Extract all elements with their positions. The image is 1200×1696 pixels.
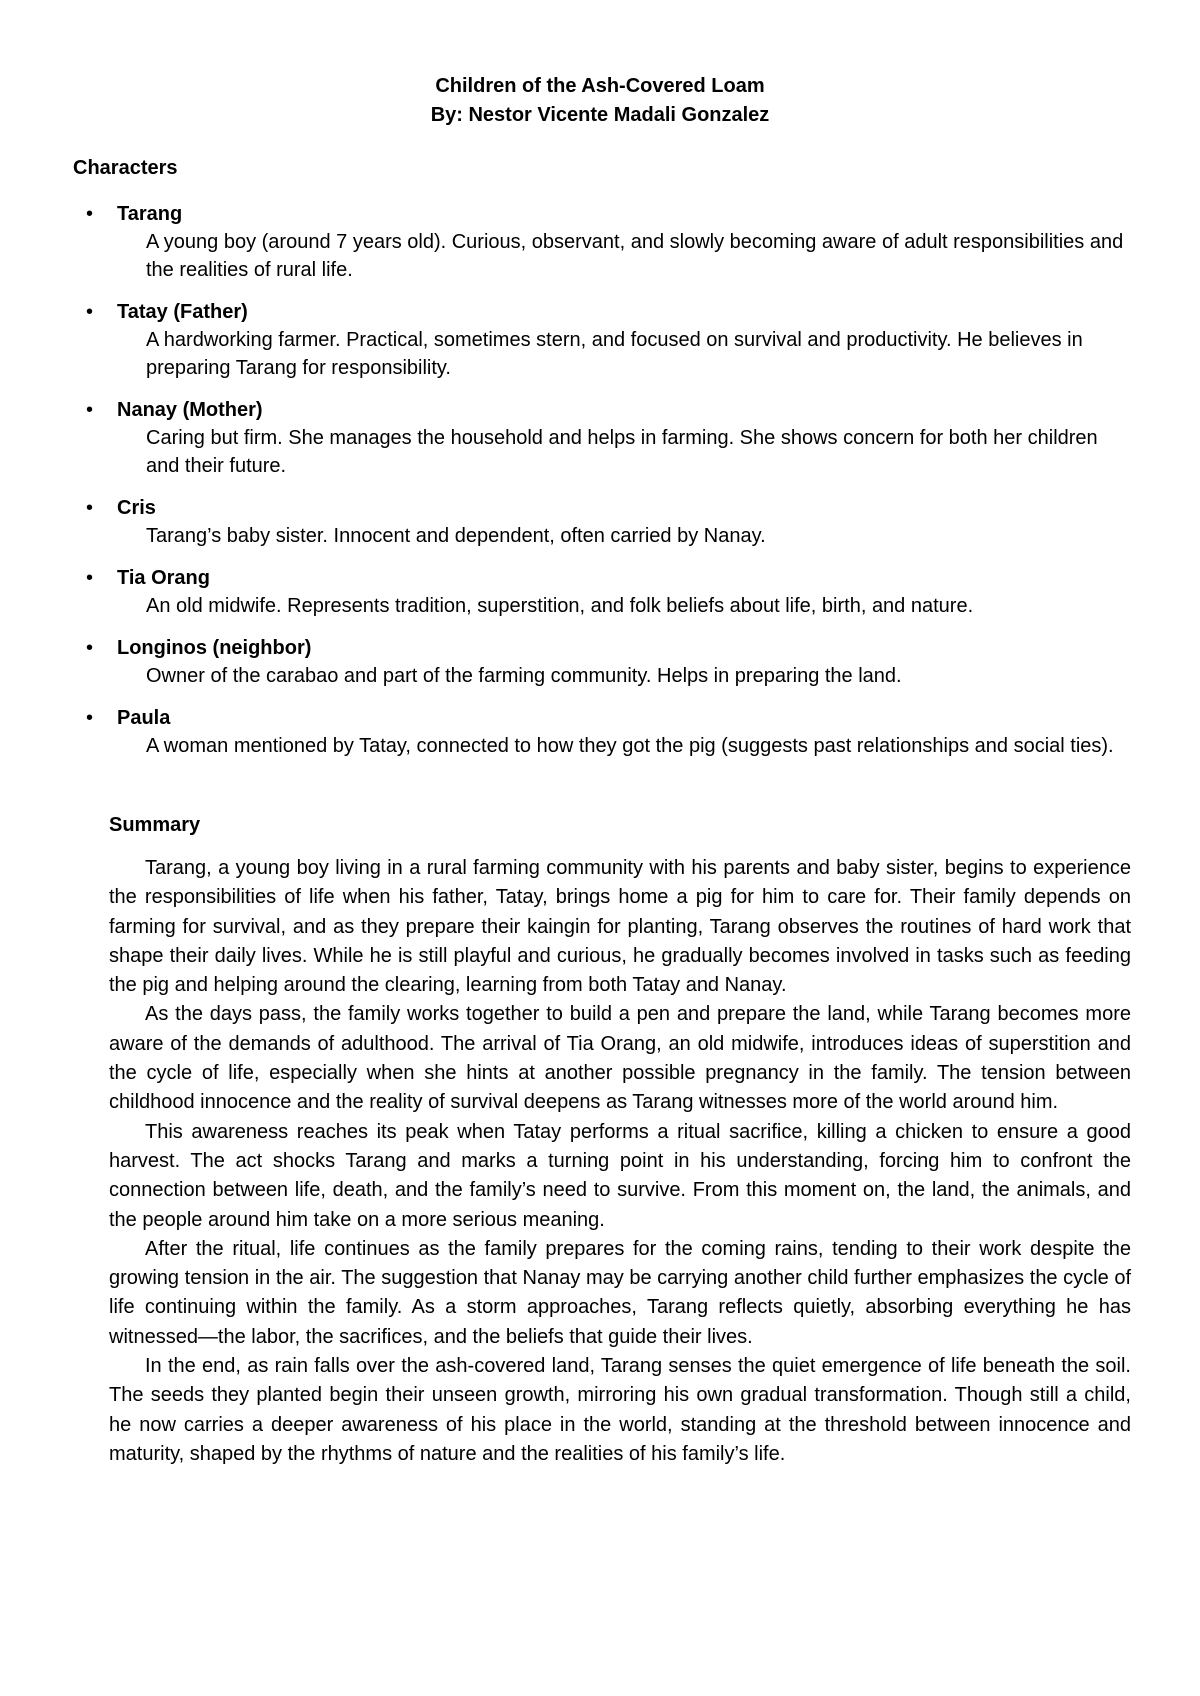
character-description: Owner of the carabao and part of the farming community. Helps in preparing the land.: [146, 665, 902, 687]
character-description: Caring but firm. She manages the household and helps in farming. She shows concern for both her children and their future.: [146, 427, 1098, 477]
bullet-icon: •: [86, 637, 94, 659]
character-item-nanay: [0, 396, 1200, 480]
character-name: Nanay (Mother): [117, 399, 263, 421]
summary-paragraph: As the days pass, the family works together to build a pen and prepare the land, while Tarang becomes more aware of the demands of adulthood. The arrival of Tia Orang, an old midwife, introduces ideas of superstition and the cycle of life, especially when she hints at another possible pregnancy in the family. The tension between childhood innocence and the reality of survival deepens as Tarang witnesses more of the world around him.: [109, 1003, 1131, 1114]
character-item-paula: [0, 704, 1200, 760]
summary-paragraph: This awareness reaches its peak when Tatay performs a ritual sacrifice, killing a chicken to ensure a good harvest. The act shocks Tarang and marks a turning point in his understanding, forcing him to confront the connection between life, death, and the family’s need to survive. From this moment on, the land, the animals, and the people around him take on a more serious meaning.: [109, 1120, 1131, 1231]
character-name: Cris: [117, 497, 156, 519]
character-item-tia-orang: [0, 564, 1200, 620]
document-title: Children of the Ash-Covered Loam: [435, 75, 765, 97]
title-block: [0, 72, 1200, 130]
character-description: An old midwife. Represents tradition, superstition, and folk beliefs about life, birth, and nature.: [146, 595, 974, 617]
bullet-icon: •: [86, 567, 94, 589]
character-name: Longinos (neighbor): [117, 637, 312, 659]
character-name: Paula: [117, 707, 171, 729]
character-name: Tia Orang: [117, 567, 210, 589]
character-item-tarang: [0, 200, 1200, 284]
character-name: Tatay (Father): [117, 301, 248, 323]
character-description: Tarang’s baby sister. Innocent and dependent, often carried by Nanay.: [146, 525, 766, 547]
character-description: A woman mentioned by Tatay, connected to how they got the pig (suggests past relationships and social ties).: [146, 735, 1114, 757]
character-item-cris: [0, 494, 1200, 550]
bullet-icon: •: [86, 497, 94, 519]
characters-list: [0, 200, 1200, 774]
character-item-longinos: [0, 634, 1200, 690]
summary-body: [109, 854, 1131, 1469]
bullet-icon: •: [86, 301, 94, 323]
character-description: A young boy (around 7 years old). Curious, observant, and slowly becoming aware of adult responsibilities and the realities of rural life.: [146, 231, 1124, 281]
summary-paragraph: In the end, as rain falls over the ash-covered land, Tarang senses the quiet emergence of life beneath the soil. The seeds they planted begin their unseen growth, mirroring his own gradual transformation. Though still a child, he now carries a deeper awareness of his place in the world, standing at the threshold between innocence and maturity, shaped by the rhythms of nature and the realities of his family’s life.: [109, 1355, 1131, 1465]
character-name: Tarang: [117, 203, 183, 225]
bullet-icon: •: [86, 203, 94, 225]
character-description: A hardworking farmer. Practical, sometimes stern, and focused on survival and productivity. He believes in preparing Tarang for responsibility.: [146, 329, 1083, 379]
summary-paragraph: After the ritual, life continues as the family prepares for the coming rains, tending to their work despite the growing tension in the air. The suggestion that Nanay may be carrying another child further emphasizes the cycle of life continuing within the family. As a storm approaches, Tarang reflects quietly, absorbing everything he has witnessed—the labor, the sacrifices, and the beliefs that guide their lives.: [109, 1237, 1131, 1348]
characters-heading: Characters: [73, 157, 178, 179]
bullet-icon: •: [86, 707, 94, 729]
document-byline: By: Nestor Vicente Madali Gonzalez: [430, 104, 770, 126]
character-item-tatay: [0, 298, 1200, 382]
bullet-icon: •: [86, 399, 94, 421]
summary-paragraph: Tarang, a young boy living in a rural farming community with his parents and baby sister, begins to experience the responsibilities of life when his father, Tatay, brings home a pig for him to care for. Their family depends on farming for survival, and as they prepare their kaingin for planting, Tarang observes the routines of hard work that shape their daily lives. While he is still playful and curious, he gradually becomes involved in tasks such as feeding the pig and helping around the clearing, learning from both Tatay and Nanay.: [109, 857, 1131, 997]
summary-heading: Summary: [109, 814, 201, 836]
